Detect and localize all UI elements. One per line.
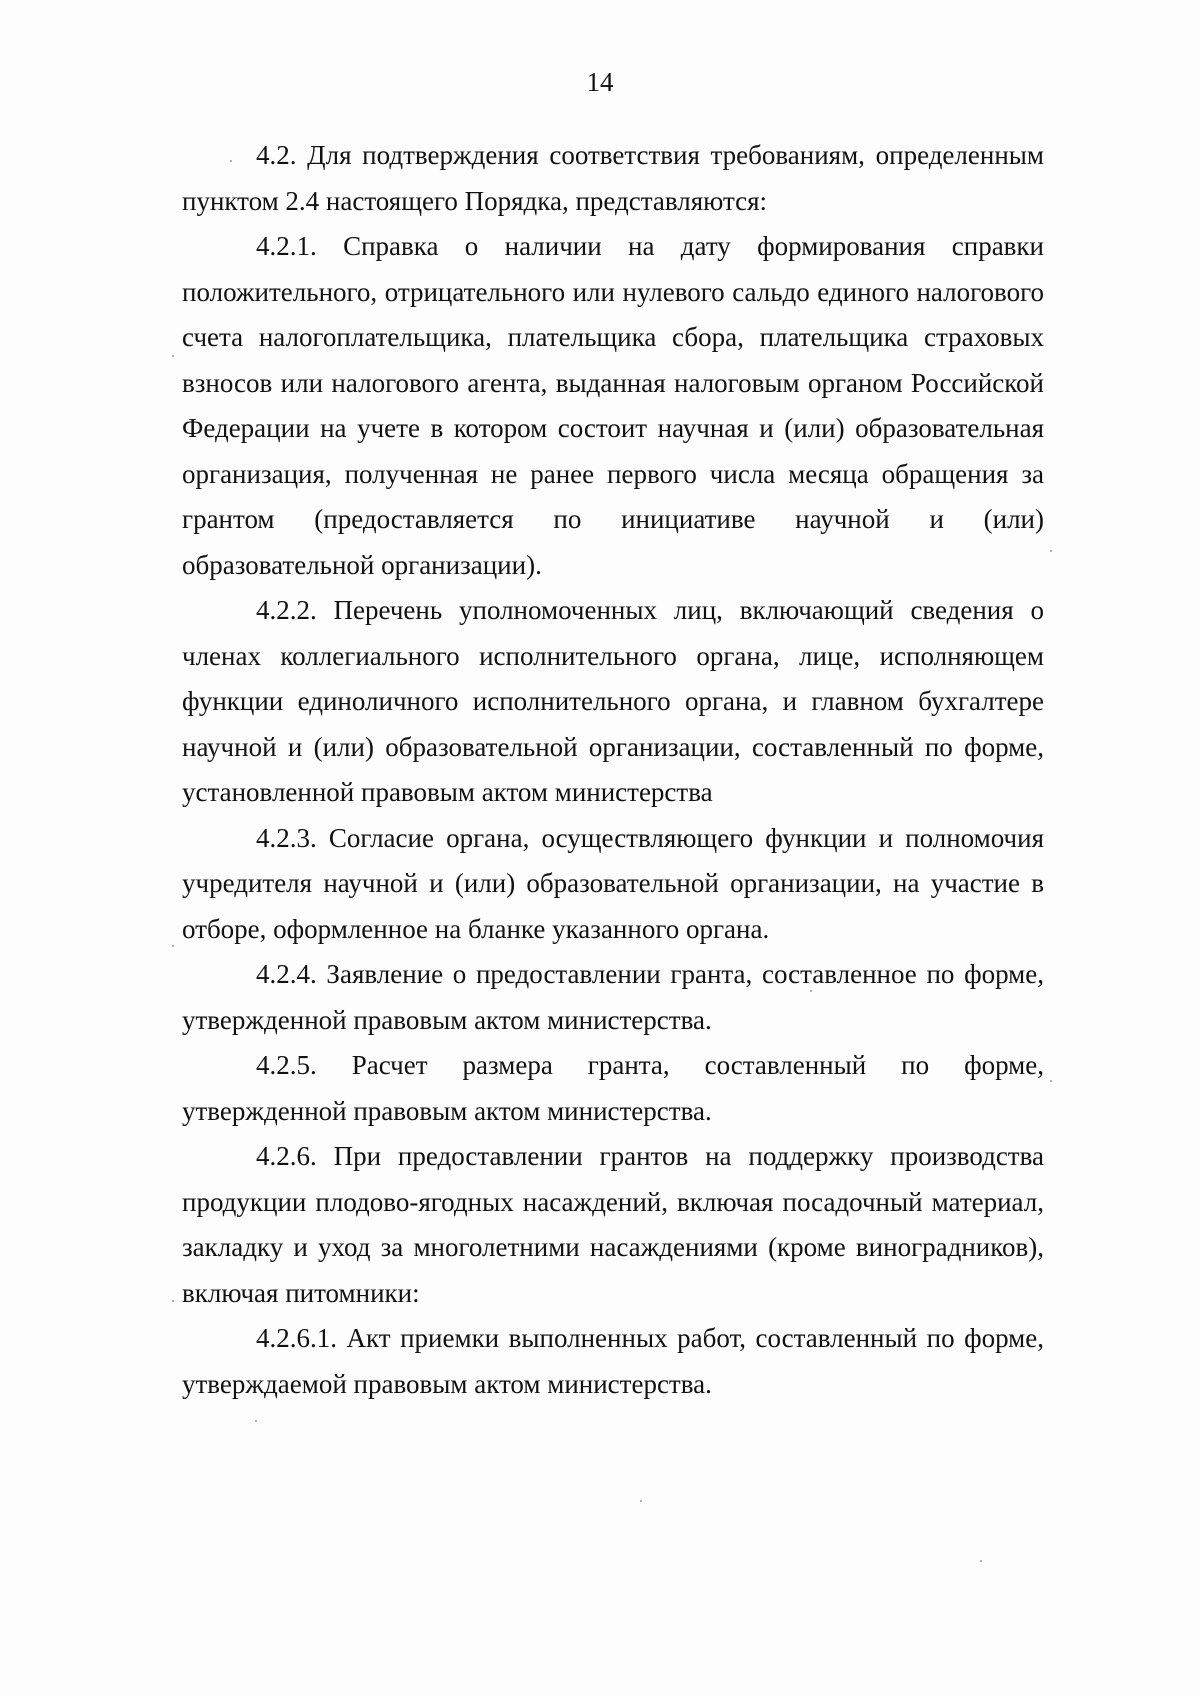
scan-speck [172,945,174,947]
scan-speck [172,355,174,357]
paragraph-4-2-6: 4.2.6. При предоставлении грантов на поддержку производства продукции плодово-ягодных насаждений, включая посадочный материал, закладку и уход за многолетними насаждениями (кроме виноградников), включая питомники: [182,1141,1044,1308]
paragraph-4-2-5: 4.2.5. Расчет размера гранта, составленный по форме, утвержденной правовым актом министерства. [182,1050,1044,1126]
page-number: 14 [586,67,614,97]
scan-speck [810,990,812,992]
scan-speck [980,1560,982,1562]
paragraph-4-2-1: 4.2.1. Справка о наличии на дату формирования справки положительного, отрицательного или нулевого сальдо единого налогового счета налогоплательщика, плательщика сбора, плательщика страховых взносов или налогового агента, выданная налоговым органом Российской Федерации на учете в котором состоит научная и (или) образовательная организация, полученная не ранее первого числа месяца обращения за грантом (предоставляется по инициативе научной и (или) образовательной организации). [182,231,1044,580]
paragraph-4-2: 4.2. Для подтверждения соответствия требованиям, определенным пунктом 2.4 настоящего Порядка, представляются: [182,140,1044,216]
scan-speck [1050,1080,1052,1082]
document-body [182,133,1044,1407]
paragraph-4-2-2: 4.2.2. Перечень уполномоченных лиц, включающий сведения о членах коллегиального исполнительного органа, лице, исполняющем функции единоличного исполнительного органа, и главном бухгалтере научной и (или) образовательной организации, составленный по форме, установленной правовым актом министерства [182,595,1044,807]
paragraph-4-2-6-1: 4.2.6.1. Акт приемки выполненных работ, составленный по форме, утверждаемой правовым актом министерства. [182,1323,1044,1399]
paragraph-4-2-3: 4.2.3. Согласие органа, осуществляющего функции и полномочия учредителя научной и (или) образовательной организации, на участие в отборе, оформленное на бланке указанного органа. [182,822,1044,944]
paragraph-4-2-4: 4.2.4. Заявление о предоставлении гранта, составленное по форме, утвержденной правовым актом министерства. [182,959,1044,1035]
scan-speck [230,160,232,162]
scan-speck [255,1420,257,1422]
scan-speck [172,1300,174,1302]
scan-speck [640,1500,642,1502]
scan-speck [1050,550,1052,552]
